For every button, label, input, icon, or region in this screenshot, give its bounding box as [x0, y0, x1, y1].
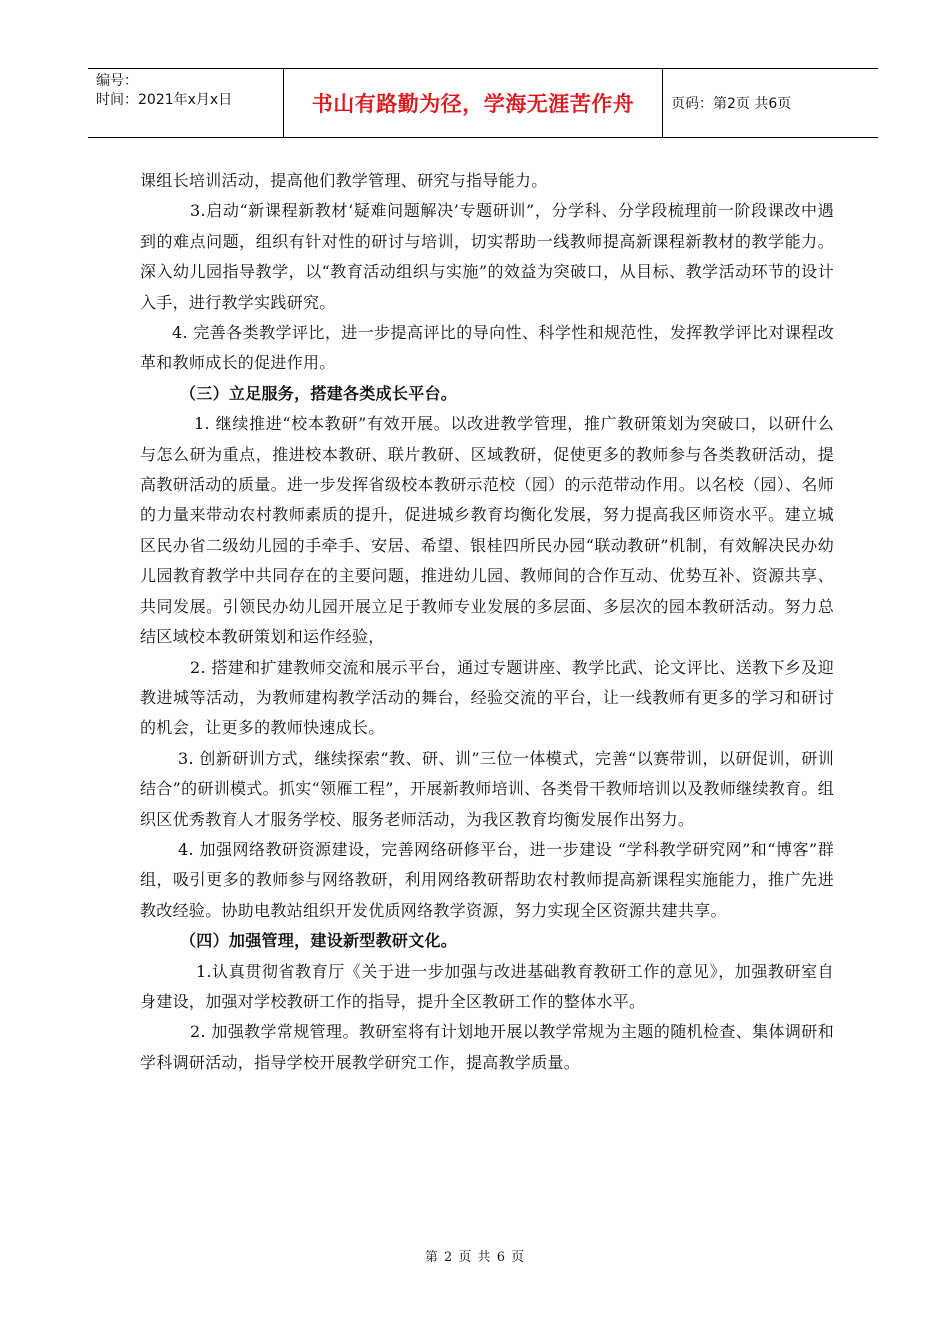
section-heading: （三）立足服务，搭建各类成长平台。 — [180, 383, 458, 403]
header-page-code: 页码：第2页 共6页 — [671, 96, 792, 112]
header-motto: 书山有路勤为径，学海无涯苦作舟 — [284, 69, 663, 137]
body-paragraph: 2. 搭建和扩建教师交流和展示平台，通过专题讲座、教学比武、论文评比、送教下乡及迎教进城等活动，为教师建构教学活动的舞台，经验交流的平台，让一线教师有更多的学习和研讨的机会，让更多的教师快速成长。 — [140, 657, 834, 738]
body-paragraph: 4. 完善各类教学评比，进一步提高评比的导向性、科学性和规范性，发挥教学评比对课程改革和教师成长的促进作用。 — [140, 323, 834, 373]
page-footer: 第 2 页 共 6 页 — [424, 1250, 526, 1265]
section-heading: （四）加强管理，建设新型教研文化。 — [180, 931, 458, 951]
body-paragraph: 1.认真贯彻省教育厅《关于进一步加强与改进基础教育教研工作的意见》，加强教研室自身建设，加强对学校教研工作的指导，提升全区教研工作的整体水平。 — [140, 961, 834, 1011]
header-meta — [88, 69, 284, 137]
document-number-label: 编号： — [96, 73, 138, 89]
body-paragraph: 课组长培训活动，提高他们教学管理、研究与指导能力。 — [140, 171, 548, 190]
body-paragraph: 3.启动“新课程新教材‘疑难问题解决’专题研训”，分学科、分学段梳理前一阶段课改中遇到的难点问题，组织有针对性的研讨与培训，切实帮助一线教师提高新课程新教材的教学能力。深入幼儿园指导教学，以“教育活动组织与实施”的效益为突破口，从目标、教学活动环节的设计入手，进行教学实践研究。 — [140, 201, 834, 312]
body-paragraph: 1. 继续推进“校本教研”有效开展。以改进教学管理，推广教研策划为突破口，以研什么与怎么研为重点，推进校本教研、联片教研、区域教研，促使更多的教师参与各类教研活动，提高教研活动的质量。进一步发挥省级校本教研示范校（园）的示范带动作用。以名校（园）、名师的力量来带动农村教师素质的提升，促进城乡教育均衡化发展，努力提高我区师资水平。建立城区民办省二级幼儿园的手牵手、安居、希望、银桂四所民办园“联动教研”机制，有效解决民办幼儿园教育教学中共同存在的主要问题，推进幼儿园、教师间的合作互动、优势互补、资源共享、共同发展。引领民办幼儿园开展立足于教师专业发展的多层面、多层次的园本教研活动。努力总结区域校本教研策划和运作经验， — [140, 414, 834, 647]
body-paragraph: 4. 加强网络教研资源建设，完善网络研修平台，进一步建设 “学科教学研究网”和“博客”群组，吸引更多的教师参与网络教研，利用网络教研帮助农村教师提高新课程实施能力，推广先进教改经验。协助电教站组织开发优质网络教学资源，努力实现全区资源共建共享。 — [140, 839, 834, 920]
document-body — [140, 166, 834, 1078]
body-paragraph: 2. 加强教学常规管理。教研室将有计划地开展以教学常规为主题的随机检查、集体调研和学科调研活动，指导学校开展教学研究工作，提高教学质量。 — [140, 1022, 834, 1072]
body-paragraph: 3. 创新研训方式，继续探索“教、研、训”三位一体模式，完善“以赛带训，以研促训，研训结合”的研训模式。抓实“领雁工程”，开展新教师培训、各类骨干教师培训以及教师继续教育。组织区优秀教育人才服务学校、服务老师活动，为我区教育均衡发展作出努力。 — [140, 748, 834, 829]
document-header — [88, 68, 878, 138]
document-time-label: 时间：2021年x月x日 — [96, 92, 233, 108]
